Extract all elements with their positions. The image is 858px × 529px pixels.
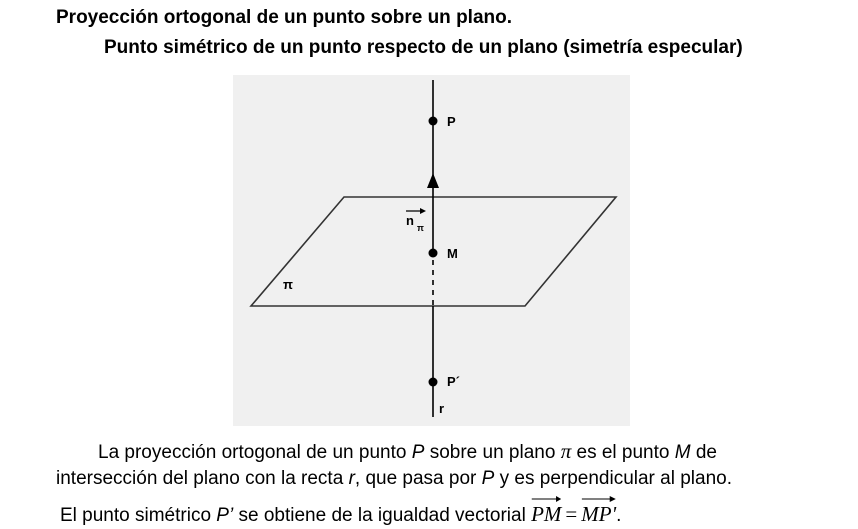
vector-PM bbox=[531, 502, 561, 527]
var-P: P bbox=[411, 442, 425, 463]
text-segment: de bbox=[690, 442, 717, 463]
point-P-prime-dot bbox=[429, 378, 438, 387]
text-segment: es el punto bbox=[571, 442, 675, 463]
label-P-prime: P´ bbox=[447, 374, 460, 389]
point-P-dot bbox=[429, 117, 438, 126]
point-M-dot bbox=[429, 249, 438, 258]
vector-PM-label: PM bbox=[531, 502, 562, 526]
vector-MP-prime bbox=[581, 502, 616, 527]
paragraph-line-3 bbox=[60, 502, 621, 527]
text-segment: , que pasa por bbox=[354, 468, 482, 489]
equals-sign: = bbox=[565, 502, 578, 526]
var-P-prime: P’ bbox=[216, 505, 234, 526]
diagram-figure bbox=[233, 75, 630, 426]
text-segment: . bbox=[616, 505, 622, 526]
label-plane-pi: π bbox=[283, 277, 293, 292]
normal-arrowhead bbox=[427, 173, 439, 188]
vector-MP-prime-label: MP' bbox=[581, 502, 617, 526]
normal-vector-bar-head bbox=[420, 208, 426, 214]
text-segment: El punto simétrico bbox=[60, 505, 217, 526]
label-P: P bbox=[447, 114, 456, 129]
label-normal-n: n bbox=[406, 213, 414, 228]
text-segment: se obtiene de la igualdad vectorial bbox=[233, 505, 532, 526]
var-M: M bbox=[674, 442, 691, 463]
paragraph-line-2 bbox=[56, 468, 732, 490]
text-segment: y es perpendicular al plano. bbox=[494, 468, 732, 489]
var-pi: π bbox=[560, 439, 572, 463]
label-normal-subscript: π bbox=[417, 223, 424, 233]
paragraph-line-1 bbox=[98, 439, 717, 464]
label-M: M bbox=[447, 246, 458, 261]
vector-arrow-icon bbox=[581, 495, 616, 503]
text-segment: sobre un plano bbox=[424, 442, 561, 463]
diagram-svg bbox=[233, 75, 630, 426]
title-line-1: Proyección ortogonal de un punto sobre un plano. bbox=[56, 7, 513, 28]
var-P: P bbox=[481, 468, 495, 489]
vector-arrow-icon bbox=[531, 495, 561, 503]
text-segment: La proyección ortogonal de un punto bbox=[98, 442, 412, 463]
var-r: r bbox=[348, 468, 355, 489]
text-segment: intersección del plano con la recta bbox=[56, 468, 349, 489]
label-r: r bbox=[439, 401, 445, 416]
title-line-2: Punto simétrico de un punto respecto de un plano (simetría especular) bbox=[104, 37, 743, 58]
